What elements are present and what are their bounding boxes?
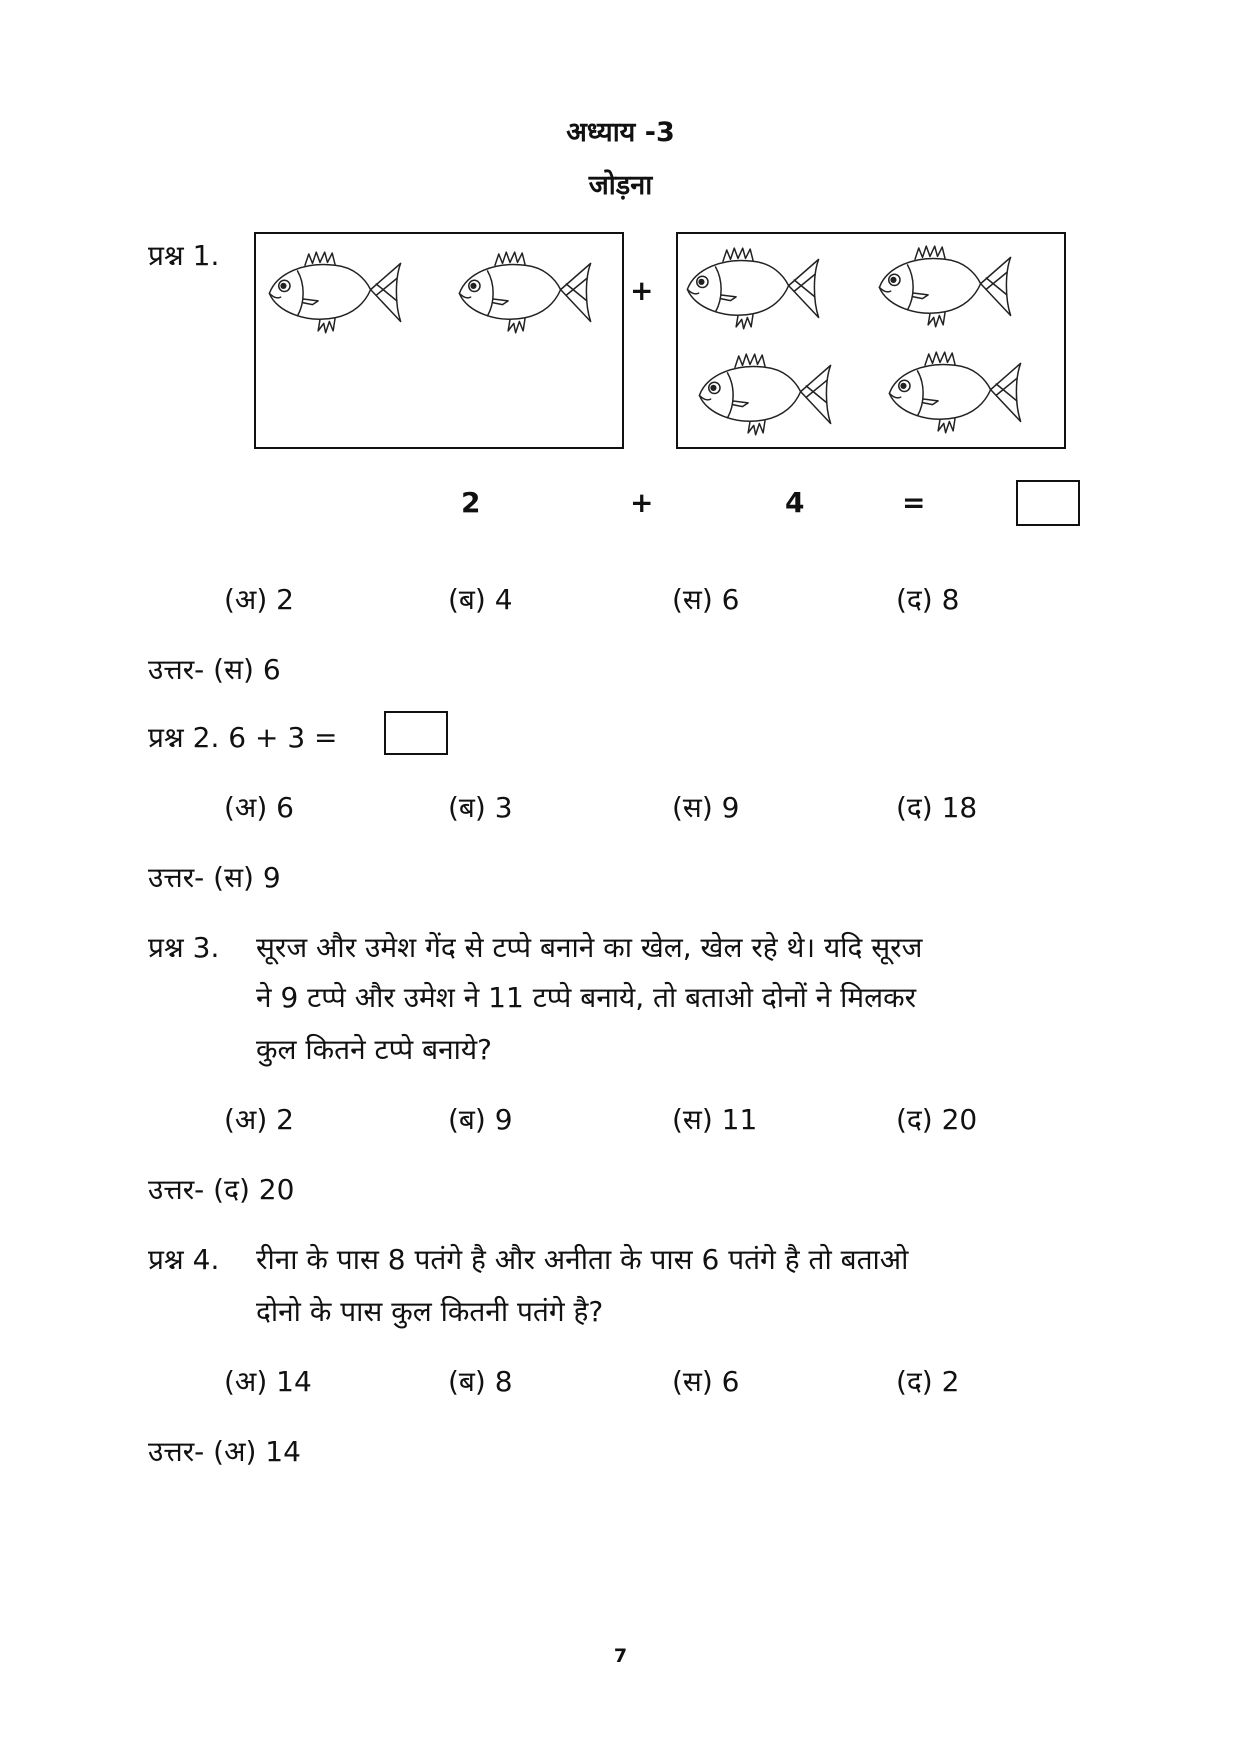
q3-line-2: ने 9 टप्पे और उमेश ने 11 टप्पे बनाये, तो बताओ दोनों ने मिलकर bbox=[256, 981, 917, 1014]
q3-option-b[interactable]: (ब) 9 bbox=[448, 1103, 513, 1136]
q3-option-d[interactable]: (द) 20 bbox=[896, 1103, 978, 1136]
q1-eq-op: + bbox=[630, 486, 654, 519]
q3-option-c[interactable]: (स) 11 bbox=[672, 1103, 758, 1136]
q1-answer-box[interactable] bbox=[1016, 480, 1080, 526]
fish-icon bbox=[450, 244, 600, 339]
q2-option-c[interactable]: (स) 9 bbox=[672, 791, 740, 824]
q1-option-a[interactable]: (अ) 2 bbox=[224, 583, 294, 616]
q3-label: प्रश्न 3. bbox=[148, 931, 220, 964]
q4-option-c[interactable]: (स) 6 bbox=[672, 1365, 740, 1398]
q1-option-c[interactable]: (स) 6 bbox=[672, 583, 740, 616]
q1-plus-sign: + bbox=[630, 274, 654, 307]
chapter-title: अध्याय -3 bbox=[566, 117, 675, 148]
q1-label: प्रश्न 1. bbox=[148, 239, 220, 272]
q1-eq-equals: = bbox=[902, 486, 926, 519]
fish-icon bbox=[880, 344, 1030, 439]
q2-option-d[interactable]: (द) 18 bbox=[896, 791, 978, 824]
chapter-subtitle: जोड़ना bbox=[588, 170, 653, 201]
q1-option-d[interactable]: (द) 8 bbox=[896, 583, 960, 616]
q3-option-a[interactable]: (अ) 2 bbox=[224, 1103, 294, 1136]
q2-answer: उत्तर- (स) 9 bbox=[148, 861, 281, 894]
q3-answer: उत्तर- (द) 20 bbox=[148, 1173, 295, 1206]
q2-option-a[interactable]: (अ) 6 bbox=[224, 791, 294, 824]
q2-answer-box[interactable] bbox=[384, 711, 448, 755]
q1-answer: उत्तर- (स) 6 bbox=[148, 653, 281, 686]
q1-option-b[interactable]: (ब) 4 bbox=[448, 583, 513, 616]
q1-eq-a: 2 bbox=[461, 486, 481, 519]
q2-option-b[interactable]: (ब) 3 bbox=[448, 791, 513, 824]
fish-icon bbox=[260, 244, 410, 339]
q4-line-1: रीना के पास 8 पतंगे है और अनीता के पास 6 पतंगे है तो बताओ bbox=[256, 1243, 909, 1276]
q3-line-1: सूरज और उमेश गेंद से टप्पे बनाने का खेल, खेल रहे थे। यदि सूरज bbox=[256, 931, 923, 964]
q4-answer: उत्तर- (अ) 14 bbox=[148, 1435, 301, 1468]
q1-left-fish-box bbox=[254, 232, 624, 449]
q4-option-d[interactable]: (द) 2 bbox=[896, 1365, 960, 1398]
page-number: 7 bbox=[613, 1645, 628, 1667]
q4-option-b[interactable]: (ब) 8 bbox=[448, 1365, 513, 1398]
q2-label: प्रश्न 2. 6 + 3 = bbox=[148, 721, 338, 754]
fish-icon bbox=[690, 346, 840, 441]
q4-label: प्रश्न 4. bbox=[148, 1243, 220, 1276]
q1-eq-b: 4 bbox=[785, 486, 805, 519]
q4-line-2: दोनो के पास कुल कितनी पतंगे है? bbox=[256, 1295, 604, 1328]
q1-right-fish-box bbox=[676, 232, 1066, 449]
q3-line-3: कुल कितने टप्पे बनाये? bbox=[256, 1033, 492, 1066]
q4-option-a[interactable]: (अ) 14 bbox=[224, 1365, 312, 1398]
fish-icon bbox=[678, 240, 828, 335]
fish-icon bbox=[870, 238, 1020, 333]
